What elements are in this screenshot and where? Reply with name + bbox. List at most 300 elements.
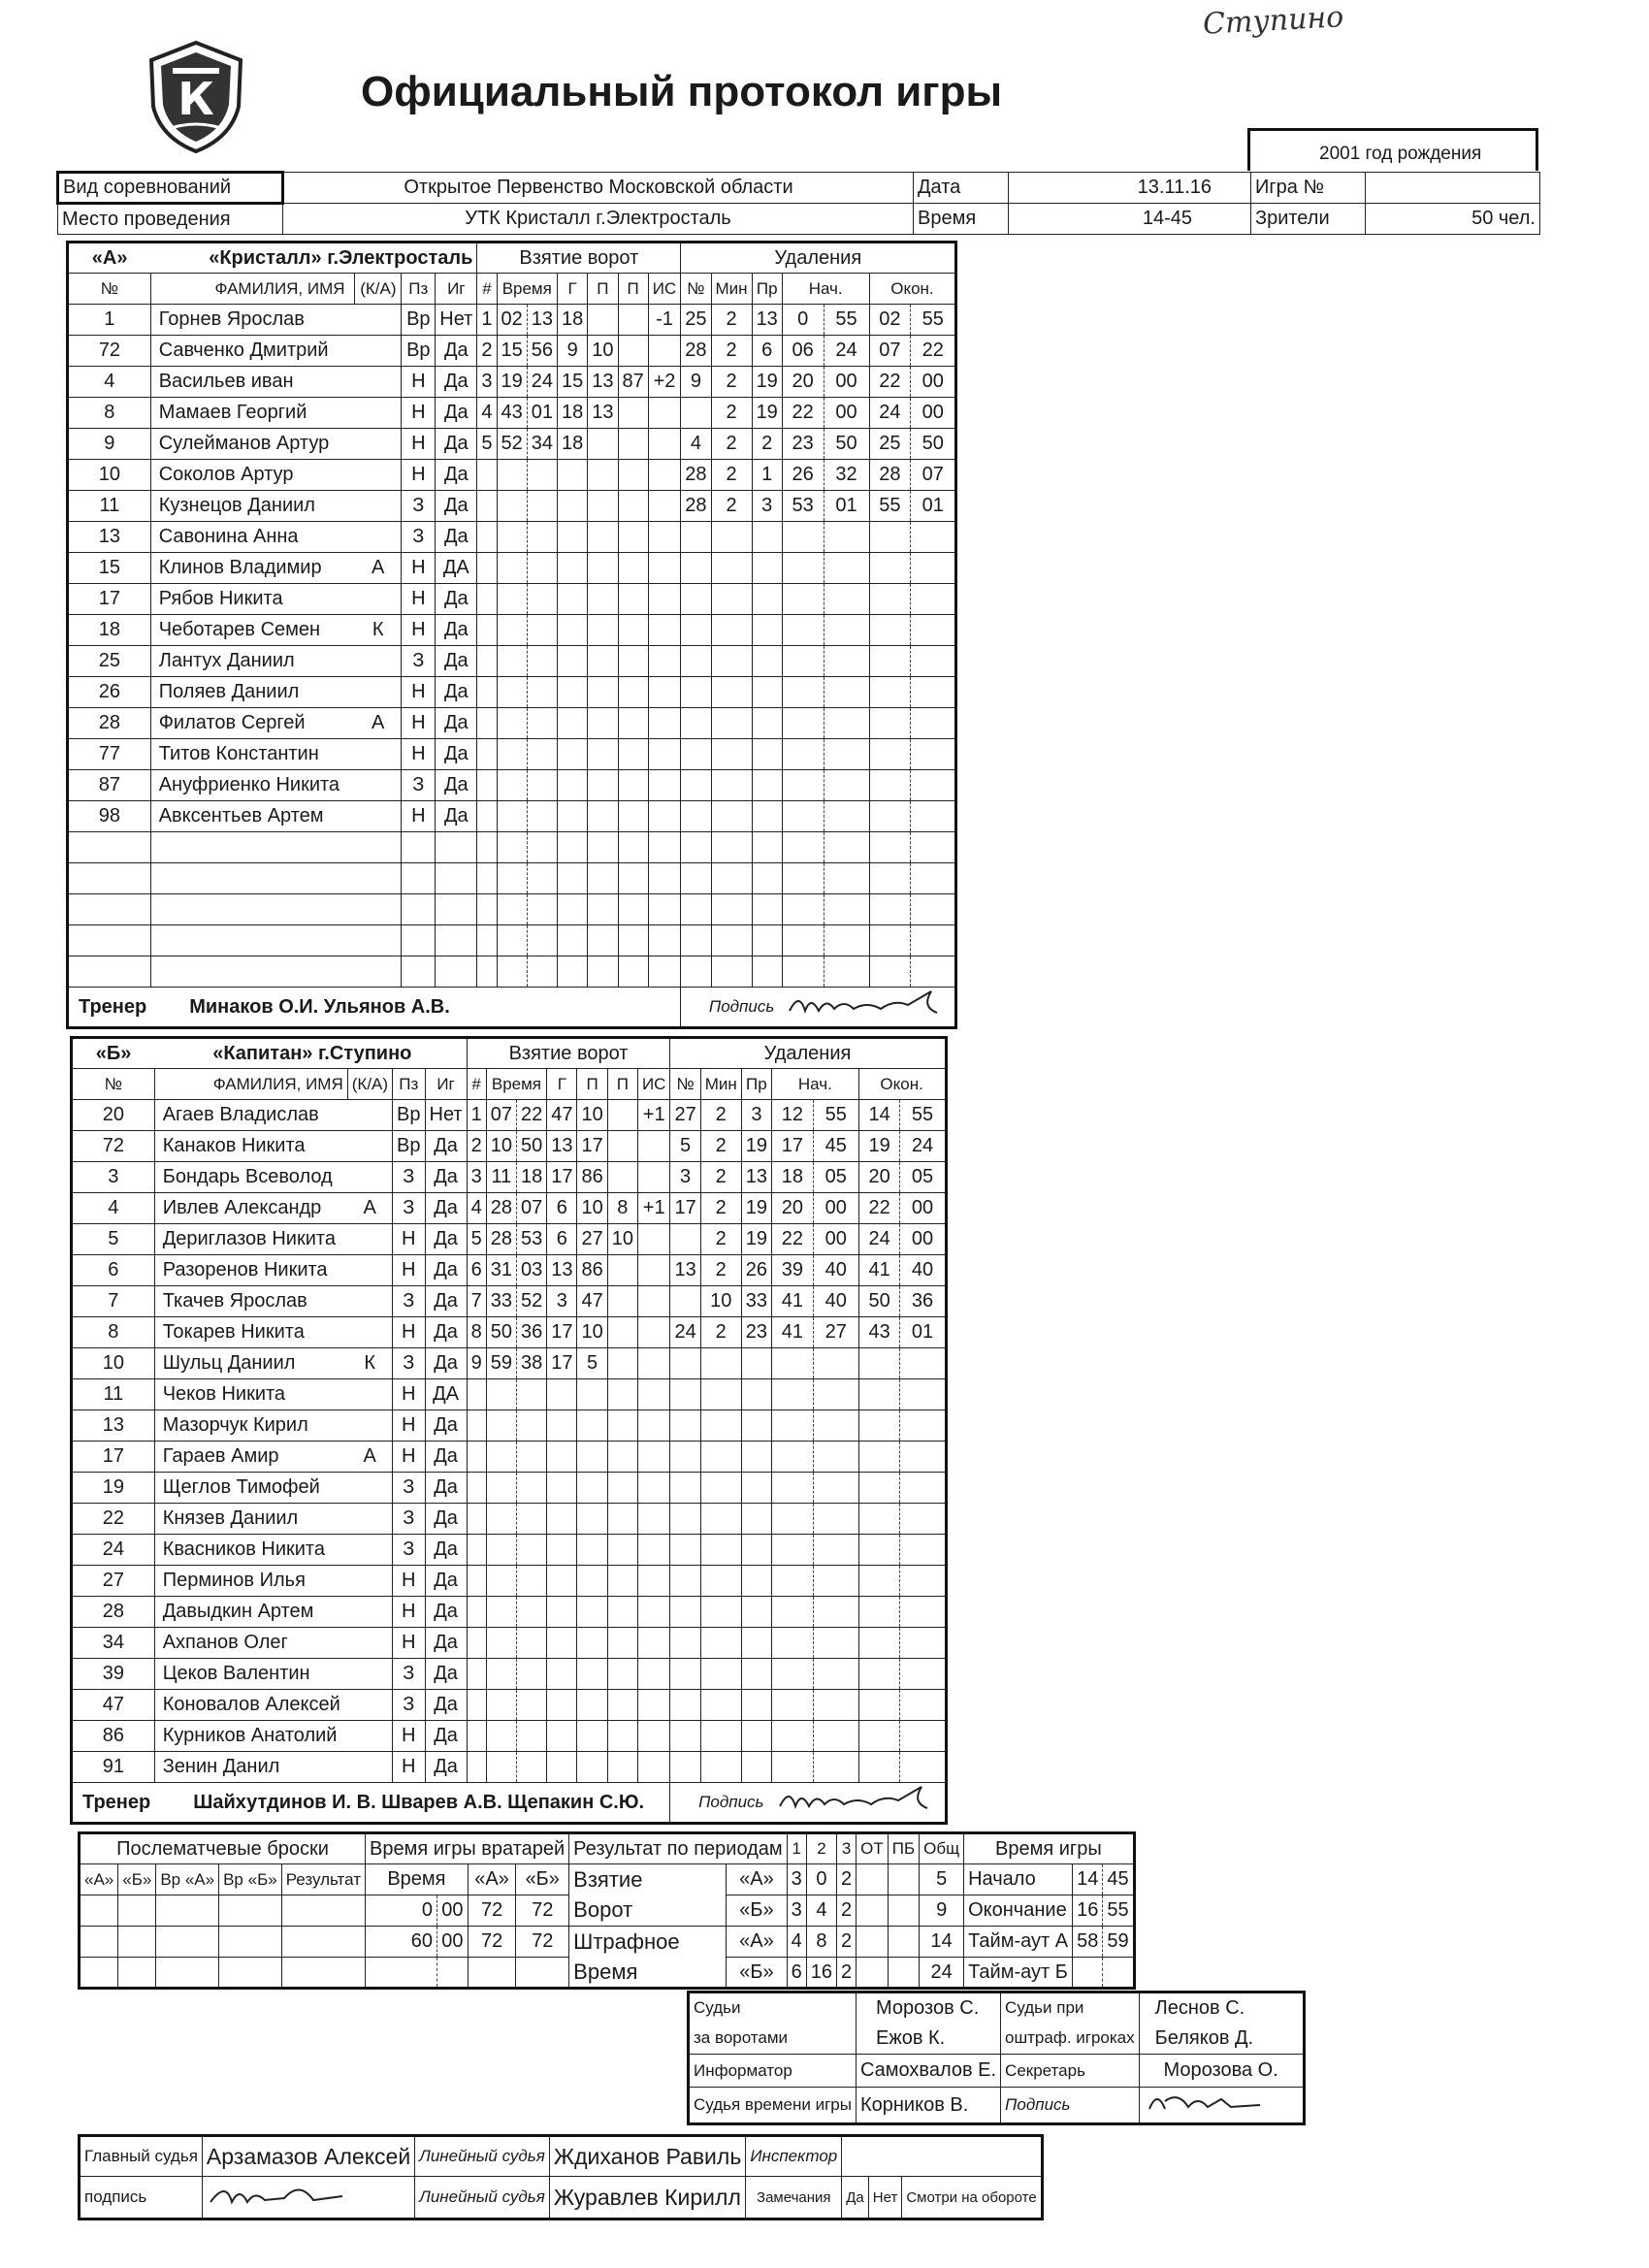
team-a-goal-scorer bbox=[558, 708, 588, 739]
team-a-player-played bbox=[436, 894, 477, 925]
team-b-player-name: Бондарь Всеволод bbox=[154, 1162, 347, 1193]
team-a-pen-number bbox=[681, 708, 711, 739]
team-a-goal-index bbox=[477, 832, 497, 863]
team-a-pen-start-min bbox=[782, 553, 824, 584]
team-a-goal-min bbox=[497, 646, 527, 677]
remarks-no: Нет bbox=[868, 2177, 902, 2219]
team-b-row bbox=[72, 1131, 947, 1162]
team-b-goal-index bbox=[467, 1721, 486, 1752]
team-b-goal-index: 9 bbox=[467, 1348, 486, 1379]
team-a-goal-situation bbox=[648, 646, 681, 677]
team-a-goal-sec bbox=[527, 584, 557, 615]
team-b-pen-end-min: 50 bbox=[858, 1286, 900, 1317]
team-a-player-position: Н bbox=[402, 398, 436, 429]
team-b-pen-reason: 23 bbox=[741, 1317, 771, 1348]
team-a-pen-start-min bbox=[782, 615, 824, 646]
team-b-player-number: 34 bbox=[72, 1628, 155, 1659]
team-b-player-position: Н bbox=[393, 1566, 425, 1597]
team-a-pen-start-min bbox=[782, 894, 824, 925]
team-a-goal-situation bbox=[648, 925, 681, 956]
team-b-goal-assist-1 bbox=[577, 1659, 607, 1690]
team-a-player-name: Авксентьев Артем bbox=[150, 801, 355, 832]
team-a-goal-situation bbox=[648, 491, 681, 522]
team-b-goal-assist-2 bbox=[607, 1410, 637, 1442]
team-b-goal-index: 7 bbox=[467, 1286, 486, 1317]
team-b-player-role bbox=[347, 1255, 392, 1286]
team-b-row bbox=[72, 1659, 947, 1690]
team-b-pen-start-min bbox=[772, 1379, 814, 1410]
team-a-goal-situation bbox=[648, 801, 681, 832]
team-a-goal-scorer bbox=[558, 863, 588, 894]
team-a-pen-end-min: 07 bbox=[869, 336, 911, 367]
team-a-pen-reason: 2 bbox=[752, 429, 782, 460]
team-a-pen-start-min: 26 bbox=[782, 460, 824, 491]
team-a-pen-start-sec bbox=[824, 584, 869, 615]
team-a-row bbox=[68, 460, 956, 491]
team-a-pen-start-sec: 00 bbox=[824, 367, 869, 398]
team-b-pen-end-min bbox=[858, 1535, 900, 1566]
team-a-player-name: Титов Константин bbox=[150, 739, 355, 770]
team-a-pen-end-min bbox=[869, 615, 911, 646]
team-a-pen-start-sec bbox=[824, 553, 869, 584]
team-a-goal-assist-2 bbox=[618, 615, 648, 646]
team-b-player-played: Да bbox=[425, 1255, 467, 1286]
team-a-player-position: Н bbox=[402, 708, 436, 739]
team-a-player-played bbox=[436, 863, 477, 894]
team-b-pen-end-sec bbox=[900, 1752, 946, 1783]
team-b-pen-number bbox=[670, 1690, 700, 1721]
team-a-player-position: Н bbox=[402, 584, 436, 615]
pim-p1: 4 bbox=[787, 1927, 806, 1958]
team-a-goal-assist-1 bbox=[588, 708, 618, 739]
team-a-goal-sec bbox=[527, 770, 557, 801]
team-a-pen-end-sec bbox=[911, 522, 956, 553]
shootout-cell bbox=[281, 1958, 365, 1989]
team-a-goal-scorer bbox=[558, 553, 588, 584]
team-b-goal-assist-2 bbox=[607, 1597, 637, 1628]
team-a-player-name: Васильев иван bbox=[150, 367, 355, 398]
team-a-goal-situation bbox=[648, 522, 681, 553]
team-a-goal-min: 19 bbox=[497, 367, 527, 398]
team-b-goal-index bbox=[467, 1597, 486, 1628]
team-b-player-number: 3 bbox=[72, 1162, 155, 1193]
team-b-goal-scorer bbox=[547, 1628, 577, 1659]
team-a-goal-sec bbox=[527, 956, 557, 988]
team-b-goal-min bbox=[486, 1721, 516, 1752]
pim-ot bbox=[857, 1927, 889, 1958]
informer: Самохвалов Е. bbox=[856, 2055, 1000, 2088]
team-a-pen-start-min bbox=[782, 522, 824, 553]
team-b-player-position: Н bbox=[393, 1255, 425, 1286]
team-a-row bbox=[68, 367, 956, 398]
team-b-pen-reason bbox=[741, 1566, 771, 1597]
team-b-player-played: Да bbox=[425, 1410, 467, 1442]
team-a-player-played: Да bbox=[436, 336, 477, 367]
team-b-player-number: 86 bbox=[72, 1721, 155, 1752]
main-referee-signature bbox=[202, 2177, 414, 2219]
team-b-pen-min bbox=[700, 1410, 741, 1442]
team-a-goal-situation bbox=[648, 956, 681, 988]
team-b-player-role bbox=[347, 1162, 392, 1193]
team-a-pen-min bbox=[711, 677, 752, 708]
birth-year: 2001 год рождения bbox=[1319, 144, 1482, 164]
team-b-pen-end-sec bbox=[900, 1504, 946, 1535]
team-b-col-pen-reason: Пр bbox=[741, 1069, 771, 1100]
team-b-goal-sec: 22 bbox=[516, 1100, 546, 1131]
team-b-goal-scorer bbox=[547, 1379, 577, 1410]
goal-judge-2: Ежов К. bbox=[856, 2024, 1000, 2055]
team-b-player-played: Да bbox=[425, 1442, 467, 1473]
team-a-pen-start-sec bbox=[824, 801, 869, 832]
team-b-pen-start-min bbox=[772, 1659, 814, 1690]
team-a-col-position: Пз bbox=[402, 274, 436, 305]
team-a-pen-start-min bbox=[782, 956, 824, 988]
team-a-goal-situation bbox=[648, 770, 681, 801]
team-b-goal-index bbox=[467, 1535, 486, 1566]
team-a-player-number: 4 bbox=[68, 367, 151, 398]
team-b-player-played: Да bbox=[425, 1597, 467, 1628]
team-b-pen-end-min bbox=[858, 1659, 900, 1690]
remarks-yes: Да bbox=[842, 2177, 869, 2219]
team-b-player-position: Н bbox=[393, 1721, 425, 1752]
team-b-row bbox=[72, 1566, 947, 1597]
team-b-row bbox=[72, 1193, 947, 1224]
team-b-goal-situation bbox=[637, 1628, 670, 1659]
team-b-goal-assist-1 bbox=[577, 1410, 607, 1442]
team-b-col-pen-end: Окон. bbox=[858, 1069, 946, 1100]
team-a-pen-reason bbox=[752, 522, 782, 553]
shootout-cell bbox=[156, 1895, 219, 1927]
team-b-goal-scorer bbox=[547, 1752, 577, 1783]
team-a-pen-end-min: 28 bbox=[869, 460, 911, 491]
team-a-player-played: ДА bbox=[436, 553, 477, 584]
shootout-cell bbox=[80, 1958, 118, 1989]
team-b-goal-sec bbox=[516, 1566, 546, 1597]
team-a-pen-start-sec bbox=[824, 677, 869, 708]
team-b-pen-start-min bbox=[772, 1410, 814, 1442]
team-b-goal-assist-2 bbox=[607, 1162, 637, 1193]
team-a-pen-min: 2 bbox=[711, 367, 752, 398]
team-a-goal-sec bbox=[527, 460, 557, 491]
team-b-pen-start-min bbox=[772, 1721, 814, 1752]
team-b-pen-start-sec bbox=[813, 1535, 858, 1566]
team-a-pen-start-sec: 50 bbox=[824, 429, 869, 460]
team-b-goal-sec bbox=[516, 1752, 546, 1783]
team-b-pen-min: 2 bbox=[700, 1100, 741, 1131]
remarks-see-back: Смотри на обороте bbox=[902, 2177, 1042, 2219]
team-a-goal-assist-2 bbox=[618, 863, 648, 894]
team-a-name: «Кристалл» г.Электросталь bbox=[150, 243, 477, 274]
team-b-pen-start-sec: 55 bbox=[813, 1100, 858, 1131]
team-a-goal-scorer bbox=[558, 491, 588, 522]
team-a-pen-start-min: 23 bbox=[782, 429, 824, 460]
team-b-player-role bbox=[347, 1659, 392, 1690]
team-a-player-role bbox=[355, 584, 402, 615]
team-a-player-position: З bbox=[402, 522, 436, 553]
team-a-pen-reason: 6 bbox=[752, 336, 782, 367]
team-b-pen-min bbox=[700, 1348, 741, 1379]
team-a-goal-index bbox=[477, 770, 497, 801]
period-col: 2 bbox=[806, 1833, 836, 1864]
team-b-player-position: Н bbox=[393, 1442, 425, 1473]
team-b-pen-end-sec bbox=[900, 1597, 946, 1628]
team-a-row bbox=[68, 708, 956, 739]
goals-team: «А» bbox=[727, 1864, 788, 1895]
team-a-pen-reason: 13 bbox=[752, 305, 782, 336]
team-a-pen-number: 9 bbox=[681, 367, 711, 398]
team-b-goal-situation bbox=[637, 1473, 670, 1504]
team-a-pen-start-min bbox=[782, 801, 824, 832]
team-b-goal-assist-2 bbox=[607, 1690, 637, 1721]
team-b-goal-min: 33 bbox=[486, 1286, 516, 1317]
team-b-tag: «Б» bbox=[72, 1038, 155, 1069]
team-b-player-position: Н bbox=[393, 1379, 425, 1410]
team-a-pen-reason bbox=[752, 832, 782, 863]
team-a-goal-scorer bbox=[558, 894, 588, 925]
team-a-player-position bbox=[402, 956, 436, 988]
page-title: Официальный протокол игры bbox=[361, 68, 1003, 115]
team-a-row bbox=[68, 925, 956, 956]
team-b-goal-sec bbox=[516, 1442, 546, 1473]
team-a-goal-situation bbox=[648, 832, 681, 863]
shootout-cell bbox=[80, 1895, 118, 1927]
game-time-label: Тайм-аут А bbox=[964, 1927, 1073, 1958]
team-a-pen-end-min: 24 bbox=[869, 398, 911, 429]
team-a-pen-end-sec bbox=[911, 956, 956, 988]
team-a-goal-scorer bbox=[558, 801, 588, 832]
game-time-title: Время игры bbox=[964, 1833, 1134, 1864]
team-a-goal-index: 1 bbox=[477, 305, 497, 336]
team-b-goal-assist-1 bbox=[577, 1535, 607, 1566]
goals-ot bbox=[857, 1895, 889, 1927]
team-a-row bbox=[68, 646, 956, 677]
venue: УТК Кристалл г.Электросталь bbox=[283, 204, 914, 235]
team-b-player-played: Да bbox=[425, 1504, 467, 1535]
officials-table bbox=[687, 1991, 1306, 2125]
team-a-goal-assist-1: 13 bbox=[588, 367, 618, 398]
team-b-player-played: Да bbox=[425, 1131, 467, 1162]
team-a-player-name: Мамаев Георгий bbox=[150, 398, 355, 429]
team-b-goal-situation bbox=[637, 1410, 670, 1442]
team-a-goal-situation: +2 bbox=[648, 367, 681, 398]
team-b-player-number: 6 bbox=[72, 1255, 155, 1286]
team-b-pen-end-min bbox=[858, 1628, 900, 1659]
team-a-col-pen-number: № bbox=[681, 274, 711, 305]
team-a-pen-number bbox=[681, 894, 711, 925]
team-a-col-goal-time: Время bbox=[497, 274, 558, 305]
team-a-pen-end-min bbox=[869, 739, 911, 770]
team-a-pen-end-min bbox=[869, 832, 911, 863]
game-time-sec: 59 bbox=[1103, 1927, 1134, 1958]
team-b-goal-min: 31 bbox=[486, 1255, 516, 1286]
team-a-goal-scorer bbox=[558, 460, 588, 491]
team-b-goal-situation: +1 bbox=[637, 1100, 670, 1131]
team-b-pen-start-sec bbox=[813, 1721, 858, 1752]
team-a-player-name: Ануфриенко Никита bbox=[150, 770, 355, 801]
team-b-pen-number bbox=[670, 1286, 700, 1317]
team-a-player-role bbox=[355, 429, 402, 460]
team-b-player-role: А bbox=[347, 1193, 392, 1224]
team-a-pen-number bbox=[681, 863, 711, 894]
team-b-player-role bbox=[347, 1286, 392, 1317]
svg-text:К: К bbox=[178, 73, 214, 125]
team-a-goal-index bbox=[477, 522, 497, 553]
team-b-player-played: Да bbox=[425, 1690, 467, 1721]
team-a-pen-number: 28 bbox=[681, 460, 711, 491]
team-a-player-role bbox=[355, 491, 402, 522]
team-a-goal-scorer: 18 bbox=[558, 429, 588, 460]
team-b-pen-start-sec bbox=[813, 1752, 858, 1783]
team-a-col-goal-index: # bbox=[477, 274, 497, 305]
team-b-goal-situation: +1 bbox=[637, 1193, 670, 1224]
team-b-player-role bbox=[347, 1597, 392, 1628]
team-b-player-position: З bbox=[393, 1193, 425, 1224]
gk-col-b: «Б» bbox=[516, 1864, 569, 1895]
team-a-goal-scorer bbox=[558, 956, 588, 988]
team-a-goal-assist-2 bbox=[618, 646, 648, 677]
team-a-goal-sec: 13 bbox=[527, 305, 557, 336]
team-a-player-role bbox=[355, 367, 402, 398]
team-b-goal-min: 07 bbox=[486, 1100, 516, 1131]
goals-so bbox=[888, 1895, 919, 1927]
team-a-goal-assist-2 bbox=[618, 584, 648, 615]
team-a-goal-assist-1: 10 bbox=[588, 336, 618, 367]
team-b-pen-end-min bbox=[858, 1566, 900, 1597]
team-b-goal-index bbox=[467, 1410, 486, 1442]
team-a-goal-sec bbox=[527, 522, 557, 553]
team-a-goal-sec bbox=[527, 801, 557, 832]
team-a-pen-number bbox=[681, 584, 711, 615]
team-a-goal-assist-2 bbox=[618, 336, 648, 367]
team-b-pen-start-min bbox=[772, 1442, 814, 1473]
team-b-pen-number: 5 bbox=[670, 1131, 700, 1162]
team-b-player-number: 13 bbox=[72, 1410, 155, 1442]
team-b-pen-reason: 3 bbox=[741, 1100, 771, 1131]
team-b-pen-start-sec: 27 bbox=[813, 1317, 858, 1348]
team-a-row bbox=[68, 770, 956, 801]
team-b-pen-start-sec bbox=[813, 1628, 858, 1659]
team-a-player-name: Клинов Владимир bbox=[150, 553, 355, 584]
team-b-goal-sec: 52 bbox=[516, 1286, 546, 1317]
linesman-2: Журавлев Кирилл bbox=[549, 2177, 745, 2219]
team-b-col-pen-start: Нач. bbox=[772, 1069, 859, 1100]
team-a-goal-assist-1 bbox=[588, 553, 618, 584]
team-a-goal-situation bbox=[648, 584, 681, 615]
team-b-goal-min bbox=[486, 1379, 516, 1410]
pbox-judge-2: Беляков Д. bbox=[1139, 2024, 1304, 2055]
team-a-pen-reason bbox=[752, 739, 782, 770]
team-a-player-position: Н bbox=[402, 367, 436, 398]
team-a-pen-end-min bbox=[869, 770, 911, 801]
team-a-pen-end-sec bbox=[911, 801, 956, 832]
team-b-goal-index bbox=[467, 1752, 486, 1783]
team-b-goal-situation bbox=[637, 1535, 670, 1566]
team-b-player-position: Н bbox=[393, 1410, 425, 1442]
secretary-signature-label: Подпись bbox=[1001, 2088, 1140, 2124]
team-b-player-position: З bbox=[393, 1690, 425, 1721]
team-b-pen-reason bbox=[741, 1659, 771, 1690]
team-b-player-number: 47 bbox=[72, 1690, 155, 1721]
team-b-pen-start-sec bbox=[813, 1410, 858, 1442]
team-b-pen-reason bbox=[741, 1410, 771, 1442]
team-a-goal-sec: 01 bbox=[527, 398, 557, 429]
team-a-goal-situation bbox=[648, 336, 681, 367]
team-b-col-situation: ИС bbox=[637, 1069, 670, 1100]
team-b-goal-scorer: 17 bbox=[547, 1317, 577, 1348]
team-b-row bbox=[72, 1721, 947, 1752]
team-a-row bbox=[68, 801, 956, 832]
team-b-pen-end-sec bbox=[900, 1473, 946, 1504]
gk-a: 72 bbox=[468, 1895, 516, 1927]
team-a-pen-end-sec bbox=[911, 832, 956, 863]
team-b-pen-end-min bbox=[858, 1348, 900, 1379]
team-b-col-role: (К/А) bbox=[347, 1069, 392, 1100]
penalty-time-label: Штрафное bbox=[569, 1927, 727, 1958]
team-b-goal-min: 28 bbox=[486, 1193, 516, 1224]
team-a-player-role bbox=[355, 398, 402, 429]
team-b-row bbox=[72, 1473, 947, 1504]
team-a-player-position: Н bbox=[402, 801, 436, 832]
date-label: Дата bbox=[914, 173, 1009, 204]
team-b-goal-min: 28 bbox=[486, 1224, 516, 1255]
team-b-pen-reason bbox=[741, 1628, 771, 1659]
team-b-goal-assist-1: 10 bbox=[577, 1100, 607, 1131]
team-a-goal-situation bbox=[648, 460, 681, 491]
team-b-pen-reason: 26 bbox=[741, 1255, 771, 1286]
team-a-pen-min bbox=[711, 584, 752, 615]
pim-p2: 16 bbox=[806, 1958, 836, 1989]
team-a-goal-assist-1 bbox=[588, 305, 618, 336]
team-a-pen-min bbox=[711, 739, 752, 770]
team-b-pen-end-sec bbox=[900, 1628, 946, 1659]
team-a-goal-situation bbox=[648, 677, 681, 708]
team-b-pen-number: 24 bbox=[670, 1317, 700, 1348]
team-a-goal-assist-2 bbox=[618, 553, 648, 584]
game-time-sec bbox=[1103, 1958, 1134, 1989]
team-a-player-number: 9 bbox=[68, 429, 151, 460]
team-a-goal-sec: 56 bbox=[527, 336, 557, 367]
team-b-player-played: Нет bbox=[425, 1100, 467, 1131]
team-b-pen-end-sec: 05 bbox=[900, 1162, 946, 1193]
team-b-goal-situation bbox=[637, 1690, 670, 1721]
team-a-goal-min bbox=[497, 832, 527, 863]
team-a-player-role bbox=[355, 770, 402, 801]
team-b-player-played: Да bbox=[425, 1193, 467, 1224]
team-a-goal-assist-2: 87 bbox=[618, 367, 648, 398]
team-b-pen-start-min: 18 bbox=[772, 1162, 814, 1193]
team-a-goal-scorer bbox=[558, 925, 588, 956]
team-b-col-pen-min: Мин bbox=[700, 1069, 741, 1100]
team-a-goal-scorer bbox=[558, 832, 588, 863]
team-b-goal-assist-2 bbox=[607, 1659, 637, 1690]
team-a-player-role bbox=[355, 739, 402, 770]
team-a-goal-index bbox=[477, 677, 497, 708]
team-b-goal-min bbox=[486, 1752, 516, 1783]
team-a-pen-min bbox=[711, 801, 752, 832]
team-b-pen-reason bbox=[741, 1379, 771, 1410]
goals-total: 9 bbox=[920, 1895, 964, 1927]
team-a-player-role bbox=[355, 894, 402, 925]
team-b-goal-assist-2 bbox=[607, 1752, 637, 1783]
team-b-goal-index bbox=[467, 1379, 486, 1410]
inspector bbox=[842, 2136, 1042, 2177]
team-a-goal-min: 43 bbox=[497, 398, 527, 429]
shootout-cell bbox=[219, 1927, 282, 1958]
team-a-goal-assist-2 bbox=[618, 739, 648, 770]
team-a-goal-sec: 24 bbox=[527, 367, 557, 398]
team-b-goal-index bbox=[467, 1566, 486, 1597]
team-a-row bbox=[68, 832, 956, 863]
